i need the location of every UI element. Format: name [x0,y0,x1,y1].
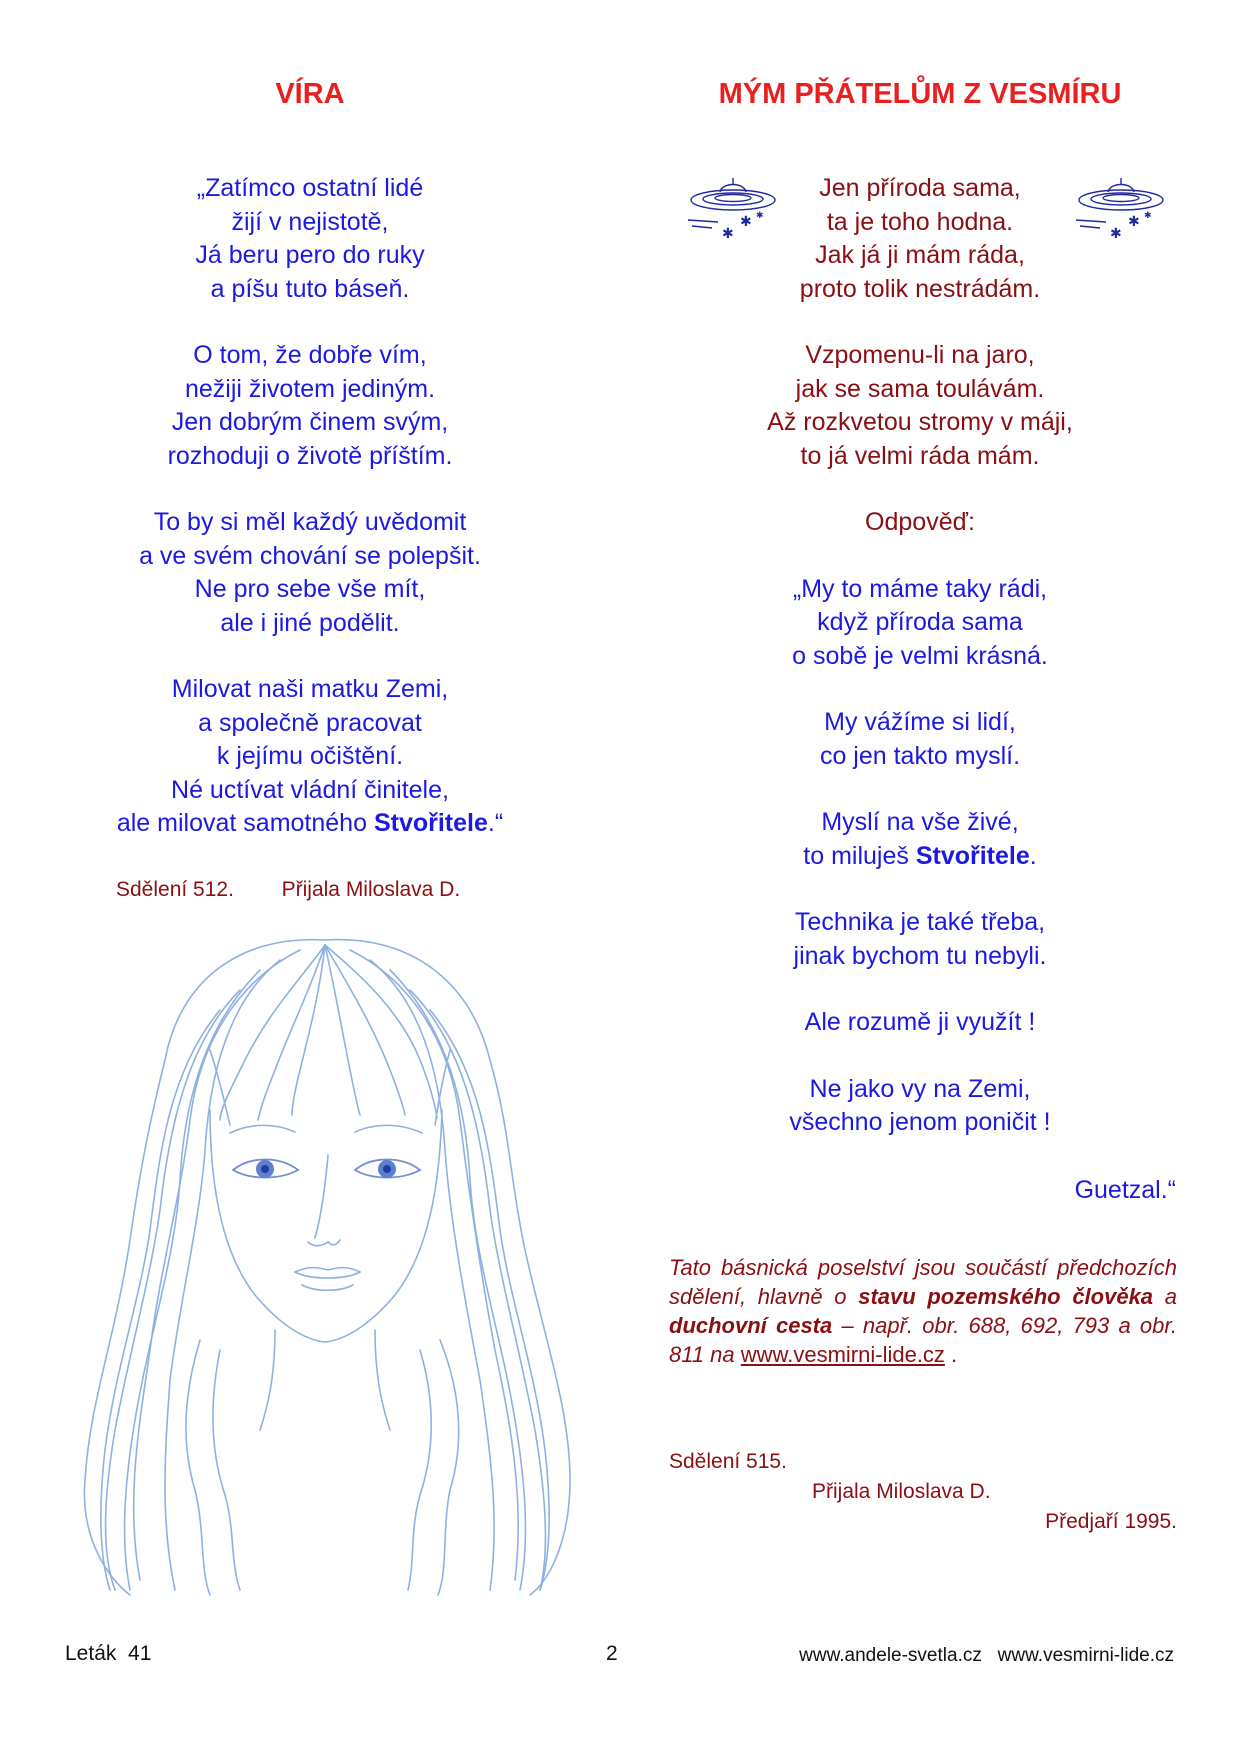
poem-line: nežiji životem jediným. [184,374,436,403]
creator-word: Stvořitele [915,841,1030,870]
poem-line: Jak já ji mám ráda, [815,241,1025,269]
left-poem-title: VÍRA [275,78,345,110]
poem-line: My vážíme si lidí, [824,708,1016,736]
poem-line: To by si měl každý uvědomit [153,508,467,536]
poem-line: Myslí na vše živé, [821,808,1019,836]
poem-line: Ale rozumě ji využít ! [804,1008,1036,1036]
poem-line: žijí v nejistotě, [231,207,389,236]
right-stanza-1 [640,172,1200,306]
poem-line: a ve svém chování se polepšit. [139,541,481,570]
poem-line: Milovat naši matku Zemi, [171,675,449,703]
poem-line: Jen dobrým činem svým, [171,408,449,436]
poem-line: všechno jenom poničit ! [789,1108,1051,1136]
poem-line: ale milovat samotného Stvořitele.“ [116,809,504,837]
poem-line: rozhoduji o životě příštím. [167,441,453,470]
right-sign-name: Přijala Miloslava D. [812,1480,991,1503]
face-sketch-drawing [70,920,580,1600]
left-stanza-4 [40,673,580,841]
right-stanza-2 [640,339,1200,473]
right-sign-number: Sdělení 515. [669,1450,787,1473]
left-signature [116,878,576,902]
poem-line: Až rozkvetou stromy v máji, [767,408,1073,436]
footer-leaflet-number: Leták 41 [65,1642,152,1665]
answer-label: Odpověď: [865,508,975,536]
signoff: Guetzal.“ [1074,1176,1176,1204]
poem-line: to miluješ Stvořitele. [803,841,1037,870]
poem-line: O tom, že dobře vím, [193,341,427,369]
poem-line: Vzpomenu-li na jaro, [805,341,1035,369]
poem-line: „Zatímco ostatní lidé [196,174,424,202]
left-sign-number: Sdělení 512. [116,878,234,901]
vesmirni-lide-link[interactable]: www.vesmirni-lide.cz [740,1342,945,1367]
poem-line: Ne jako vy na Zemi, [809,1074,1031,1103]
right-poem-title: MÝM PŘÁTELŮM Z VESMÍRU [718,78,1122,110]
poem-line: a společně pracovat [198,708,422,737]
poem-line: co jen takto myslí. [819,741,1021,770]
poem-line: jak se sama toulávám. [795,374,1045,403]
right-poem [640,172,1200,1173]
svg-text:✱: ✱ [722,226,734,242]
poem-line: ale i jiné podělit. [220,608,400,637]
svg-text:✱: ✱ [756,211,764,221]
poem-line: o sobě je velmi krásná. [792,641,1048,670]
right-sign-date: Předjaří 1995. [1045,1510,1177,1533]
poem-line: a píšu tuto báseň. [210,274,410,303]
svg-text:✱: ✱ [740,214,752,230]
left-stanza-3 [40,506,580,640]
left-stanza-1 [40,172,580,306]
footer-page-number: 2 [606,1642,618,1665]
right-stanza-7 [640,1006,1200,1040]
poem-line: když příroda sama [817,608,1023,636]
poem-line: to já velmi ráda mám. [800,441,1040,470]
left-stanza-2 [40,339,580,473]
svg-text:✱: ✱ [1110,226,1122,242]
right-stanza-3 [640,573,1200,674]
svg-text:✱: ✱ [1128,214,1140,230]
poem-line: „My to máme taky rádi, [792,574,1048,603]
note-paragraph: Tato básnická poselství jsou součástí předchozích sdělení, hlavně o stavu pozemského člověka a duchovní cesta – např. obr. 688, 692, 793 a obr. 811 na www.vesmirni-lide.cz . [669,1255,1178,1367]
poem-line: Ne pro sebe vše mít, [194,575,426,603]
poem-line: k jejímu očištění. [216,742,404,770]
poem-line: Já beru pero do ruky [195,241,425,269]
creator-word: Stvořitele [373,809,488,837]
svg-text:✱: ✱ [1144,211,1152,221]
poem-line: ta je toho hodna. [826,207,1014,236]
left-poem [40,172,580,874]
footer-websites[interactable]: www.andele-svetla.cz www.vesmirni-lide.cz [799,1645,1174,1666]
right-stanza-4 [640,706,1200,773]
left-sign-name: Přijala Miloslava D. [281,878,461,901]
poem-line: Technika je také třeba, [794,908,1046,936]
poem-line: jinak bychom tu nebyli. [793,941,1047,970]
poem-line: Jen příroda sama, [819,174,1021,202]
right-stanza-6 [640,906,1200,973]
poem-line: Né uctívat vládní činitele, [171,775,449,804]
right-stanza-8 [640,1073,1200,1140]
right-stanza-5 [640,806,1200,873]
poem-line: proto tolik nestrádám. [799,274,1041,303]
